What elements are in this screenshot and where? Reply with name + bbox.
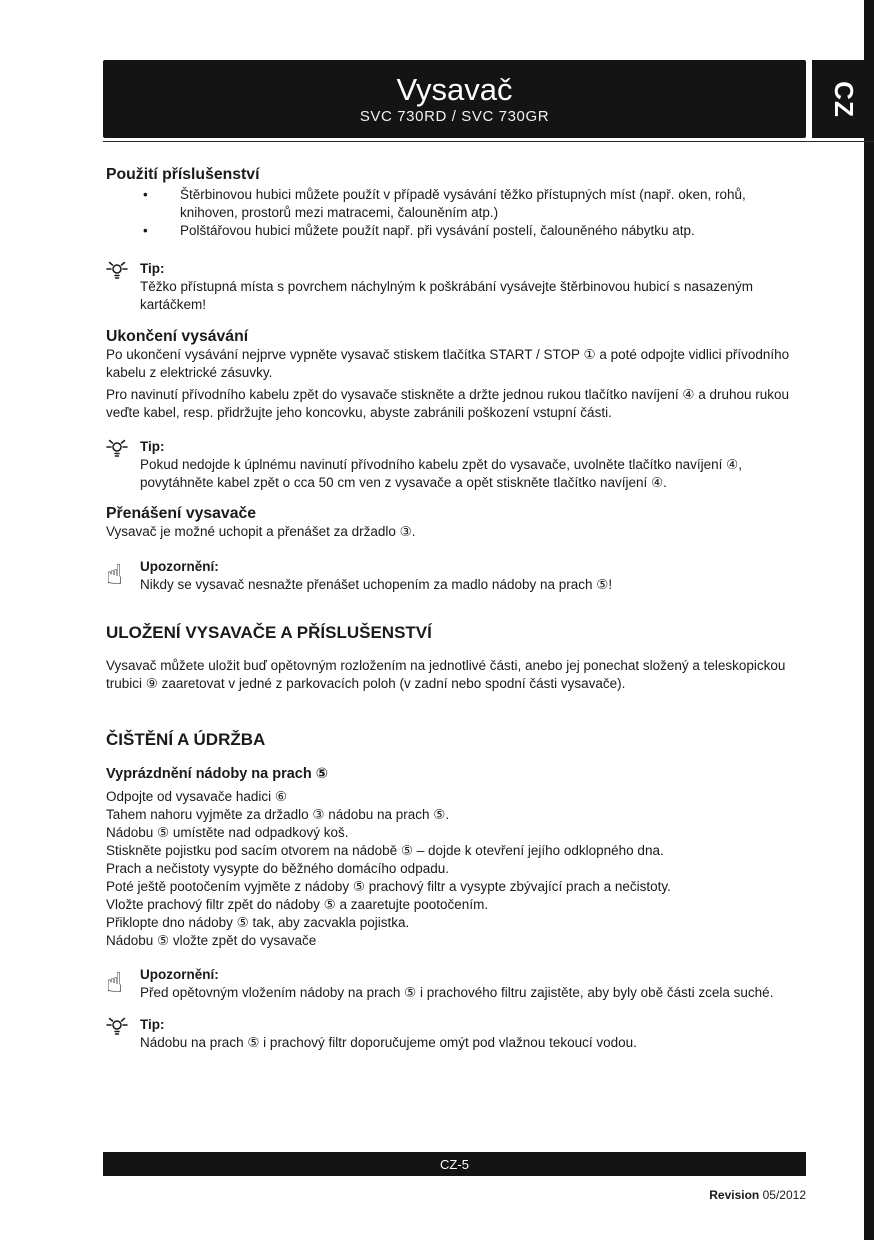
revision-label: Revision: [709, 1188, 760, 1202]
tip-block: [106, 260, 806, 314]
warning-block: [106, 966, 806, 1002]
warning-text: Před opětovným vložením nádoby na prach ⑤ i prachového filtru zajistěte, aby byly obě části zcela suché.: [140, 985, 774, 1000]
tip-text: Nádobu na prach ⑤ i prachový filtr doporučujeme omýt pod vlažnou tekoucí vodou.: [140, 1035, 637, 1050]
tip-body: [140, 1016, 806, 1052]
lightbulb-icon: [106, 260, 140, 314]
bullet-icon: •: [143, 187, 148, 202]
section-title-accessories: Použití příslušenství: [106, 166, 260, 183]
page-header: [103, 60, 806, 138]
body-paragraph: Vysavač je možné uchopit a přenášet za držadlo ③.: [106, 524, 416, 539]
tip-body: [140, 260, 806, 314]
chapter-title-cleaning: ČIŠTĚNÍ A ÚDRŽBA: [106, 730, 266, 749]
bullet-icon: •: [143, 223, 148, 238]
step-line: Přiklopte dno nádoby ⑤ tak, aby zacvakla pojistka.: [106, 915, 410, 930]
bullet-text: Polštářovou hubici můžete použít např. při vysávání postelí, čalouněného nábytku atp.: [180, 223, 695, 238]
tip-label: Tip:: [140, 439, 165, 454]
page-number: CZ-5: [440, 1156, 469, 1172]
bullet-text: Štěrbinovou hubici můžete použít v případě vysávání těžko přístupných míst (např. oken, rohů, knihoven, prostorů mezi matracemi, čalouněním atp.): [180, 187, 746, 220]
warning-label: Upozornění:: [140, 967, 219, 982]
warning-text: Nikdy se vysavač nesnažte přenášet uchopením za madlo nádoby na prach ⑤!: [140, 577, 613, 592]
warning-body: [140, 966, 806, 1002]
tip-body: [140, 438, 806, 492]
step-line: Odpojte od vysavače hadici ⑥: [106, 789, 287, 804]
tip-label: Tip:: [140, 1017, 165, 1032]
model-numbers: SVC 730RD / SVC 730GR: [359, 107, 550, 125]
warning-body: [140, 558, 806, 594]
product-title: Vysavač: [396, 71, 513, 107]
body-paragraph: Pro navinutí přívodního kabelu zpět do vysavače stiskněte a držte jednou rukou tlačítko navíjení ④ a druhou rukou veďte kabel, resp. přidržujte jeho koncovku, abyste zabránili poškození vstupní části.: [106, 387, 790, 420]
body-paragraph: Po ukončení vysávání nejprve vypněte vysavač stiskem tlačítka START / STOP ① a poté odpojte vidlici přívodního kabelu z elektrické zásuvky.: [106, 347, 790, 380]
accessories-bullet-list: [106, 186, 806, 240]
page-edge-strip: [864, 0, 874, 1240]
pointing-hand-icon: [106, 966, 140, 1002]
step-line: Stiskněte pojistku pod sacím otvorem na nádobě ⑤ – dojde k otevření jejího odklopného dna.: [106, 843, 664, 858]
warning-block: [106, 558, 806, 594]
section-title-finish-vacuuming: Ukončení vysávání: [106, 328, 249, 345]
pointing-hand-icon: [106, 558, 140, 594]
step-line: Nádobu ⑤ vložte zpět do vysavače: [106, 933, 317, 948]
pointing-hand-glyph: ☝: [106, 967, 124, 998]
list-item: [106, 186, 806, 222]
step-line: Tahem nahoru vyjměte za držadlo ③ nádobu na prach ⑤.: [106, 807, 450, 822]
tip-text: Těžko přístupná místa s povrchem náchylným k poškrábání vysávejte štěrbinovou hubicí s nasazeným kartáčkem!: [140, 279, 754, 312]
step-line: Vložte prachový filtr zpět do nádoby ⑤ a zaaretujte pootočením.: [106, 897, 489, 912]
list-item: [106, 222, 806, 240]
step-line: Poté ještě pootočením vyjměte z nádoby ⑤ prachový filtr a vysypte zbývající prach a nečistoty.: [106, 879, 671, 894]
tip-text: Pokud nedojde k úplnému navinutí přívodního kabelu zpět do vysavače, uvolněte tlačítko navíjení ④, povytáhněte kabel zpět o cca 50 cm ven z vysavače a opět stiskněte tlačítko navíjení ④.: [140, 457, 742, 490]
tip-block: [106, 1016, 806, 1052]
step-line: Nádobu ⑤ umístěte nad odpadkový koš.: [106, 825, 349, 840]
pointing-hand-glyph: ☝: [106, 559, 124, 590]
revision-value: 05/2012: [762, 1188, 806, 1202]
tip-block: [106, 438, 806, 492]
lightbulb-icon: [106, 1016, 140, 1052]
step-list: [106, 788, 806, 950]
chapter-title-storage: ULOŽENÍ VYSAVAČE A PŘÍSLUŠENSTVÍ: [106, 623, 432, 642]
warning-label: Upozornění:: [140, 559, 219, 574]
header-divider: [103, 141, 874, 142]
revision-line: [103, 1188, 806, 1202]
lightbulb-icon: [106, 438, 140, 492]
tip-label: Tip:: [140, 261, 165, 276]
body-paragraph: Vysavač můžete uložit buď opětovným rozložením na jednotlivé části, anebo jej ponechat složený a teleskopickou trubici ⑨ zaaretovat v jedné z parkovacích poloh (v zadní nebo spodní části vysavače).: [106, 658, 786, 691]
page-content: [106, 166, 806, 1052]
language-code: CZ: [828, 80, 859, 118]
subsection-title-emptying: Vyprázdnění nádoby na prach ⑤: [106, 766, 329, 782]
language-tab: [812, 60, 874, 138]
section-title-carrying: Přenášení vysavače: [106, 505, 257, 522]
step-line: Prach a nečistoty vysypte do běžného domácího odpadu.: [106, 861, 449, 876]
page-footer: [103, 1152, 806, 1176]
